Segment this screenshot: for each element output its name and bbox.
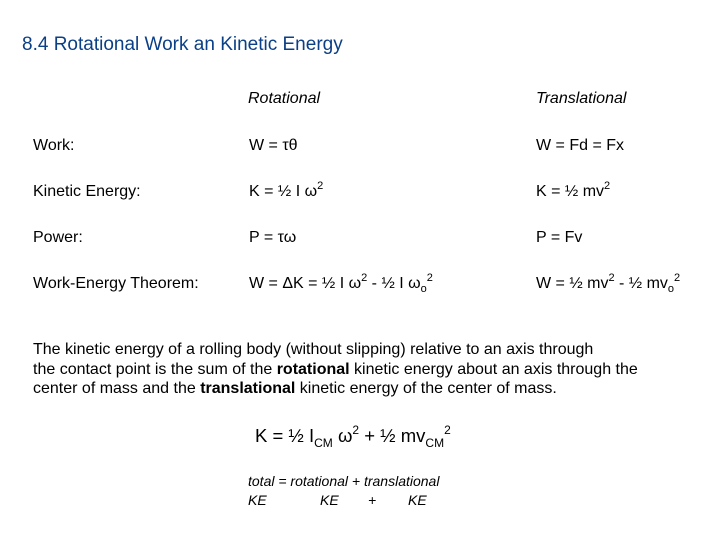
note-ke-translational: KE bbox=[408, 492, 427, 508]
row-label-power: Power: bbox=[33, 229, 83, 246]
formula-part: + ½ mv bbox=[359, 425, 426, 446]
ke-trans-exponent: 2 bbox=[604, 180, 611, 192]
row-label-work-energy-theorem: Work-Energy Theorem: bbox=[33, 275, 199, 292]
wet-trans-part: W = ½ mv bbox=[536, 275, 609, 292]
work-energy-translational bbox=[536, 274, 680, 294]
rolling-ke-formula bbox=[255, 423, 451, 450]
rolling-explanation bbox=[33, 340, 719, 399]
para-line bbox=[33, 360, 719, 380]
header-translational: Translational bbox=[536, 90, 627, 107]
wet-trans-part: - ½ mv bbox=[614, 275, 668, 292]
formula-part: K = ½ I bbox=[255, 425, 315, 446]
ke-trans-main: K = ½ mv bbox=[536, 183, 605, 200]
wet-trans-exponent: 2 bbox=[608, 272, 615, 284]
note-line: total = rotational + translational bbox=[248, 473, 440, 489]
para-bold-rotational: rotational bbox=[276, 360, 350, 378]
wet-trans-exponent: 2 bbox=[674, 272, 681, 284]
note-ke-total: KE bbox=[248, 492, 267, 508]
wet-rot-part: - ½ I ω bbox=[367, 275, 421, 292]
wet-rot-part: W = ΔK = ½ I ω bbox=[249, 275, 362, 292]
para-line bbox=[33, 379, 719, 399]
para-text: kinetic energy about an axis through the bbox=[349, 360, 638, 378]
para-bold-translational: translational bbox=[200, 380, 296, 397]
note-plus: + bbox=[368, 492, 377, 508]
page-title: 8.4 Rotational Work an Kinetic Energy bbox=[22, 34, 343, 55]
row-label-work: Work: bbox=[33, 137, 75, 154]
work-rotational: W = τθ bbox=[249, 137, 298, 154]
wet-rot-exponent: 2 bbox=[361, 272, 368, 284]
formula-exponent: 2 bbox=[352, 423, 360, 437]
note-ke-rotational: KE bbox=[320, 492, 339, 508]
work-translational: W = Fd = Fx bbox=[536, 137, 625, 154]
formula-subscript: CM bbox=[314, 436, 333, 450]
power-translational: P = Fv bbox=[536, 229, 583, 246]
ke-rot-exponent: 2 bbox=[317, 180, 324, 192]
row-label-kinetic-energy: Kinetic Energy: bbox=[33, 183, 141, 200]
work-energy-rotational bbox=[249, 274, 433, 294]
para-text: kinetic energy of the center of mass. bbox=[295, 380, 557, 397]
power-rotational: P = τω bbox=[249, 229, 297, 246]
ke-rot-main: K = ½ I ω bbox=[249, 183, 318, 200]
para-text: the contact point is the sum of the bbox=[33, 360, 277, 378]
formula-part: ω bbox=[332, 425, 353, 446]
kinetic-energy-rotational bbox=[249, 182, 323, 202]
formula-subscript: CM bbox=[425, 436, 445, 450]
formula-exponent: 2 bbox=[444, 423, 451, 437]
formula-note bbox=[248, 473, 488, 513]
header-rotational: Rotational bbox=[248, 90, 321, 107]
wet-rot-subscript: o bbox=[420, 283, 427, 295]
wet-rot-exponent: 2 bbox=[426, 272, 433, 284]
kinetic-energy-translational bbox=[536, 182, 610, 202]
para-line: The kinetic energy of a rolling body (without slipping) relative to an axis through bbox=[33, 341, 594, 358]
para-text: center of mass and the bbox=[33, 380, 201, 397]
wet-trans-subscript: o bbox=[667, 283, 675, 295]
